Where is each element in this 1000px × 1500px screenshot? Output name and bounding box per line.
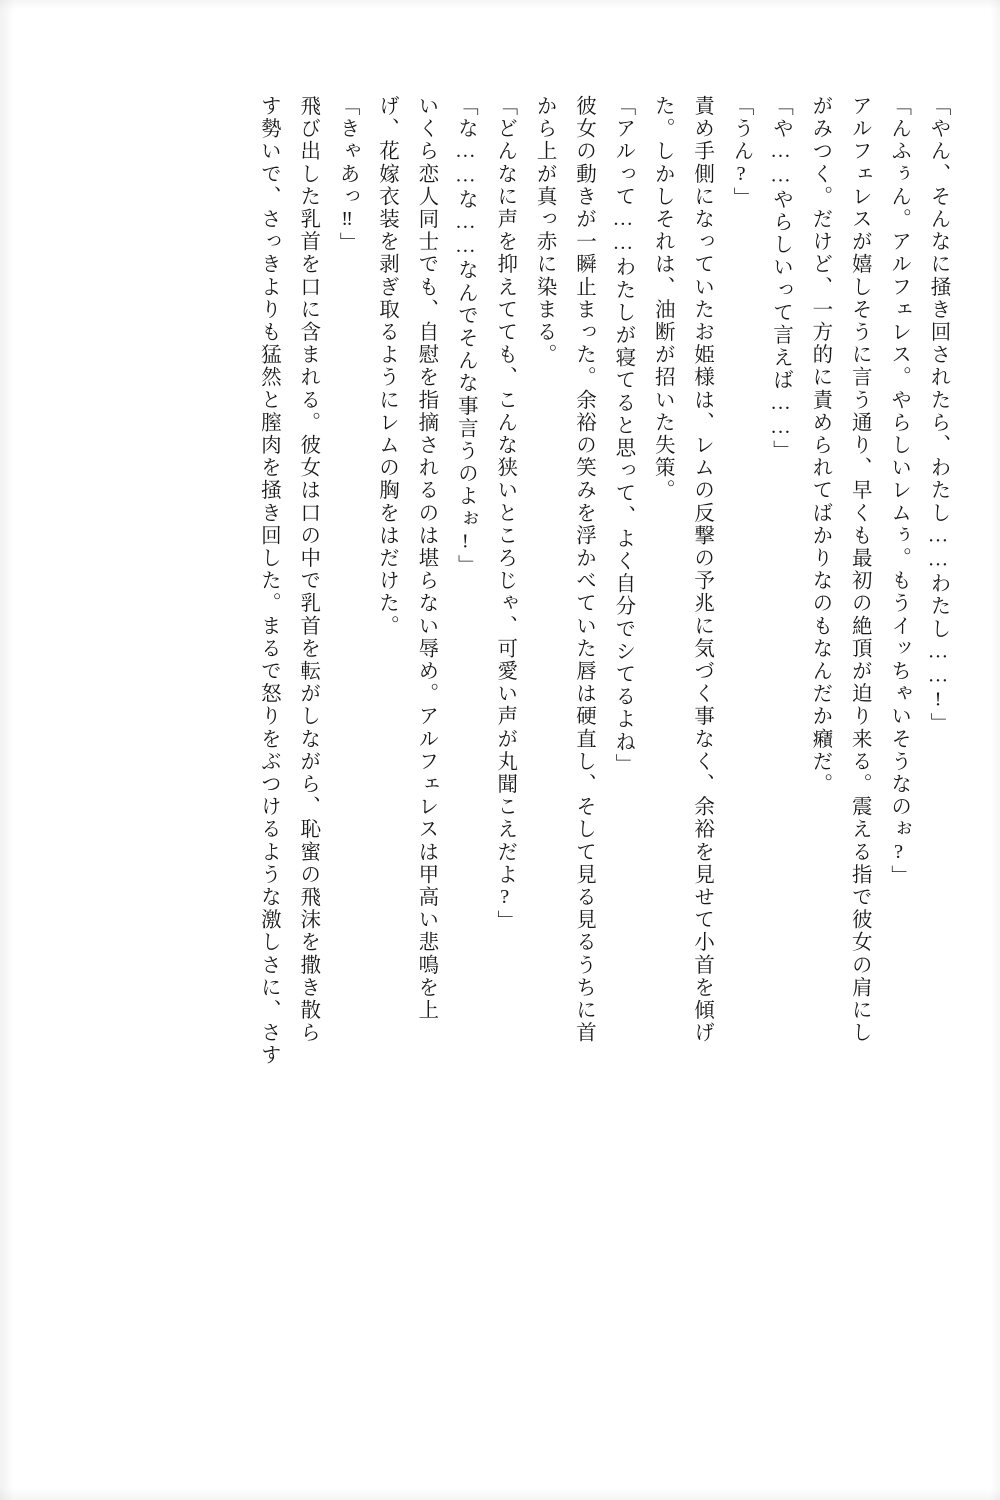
text-line: 「きゃあっ‼」 [336,95,359,255]
text-line: 彼女の動きが一瞬止まった。余裕の笑みを浮かべていた唇は硬直し、そして見る見るうちに首 [572,95,595,1045]
text-line: 「やん、そんなに掻き回されたら、わたし……わたし……!」 [927,95,949,736]
text-line: アルフェレスが嬉しそうに言う通り、早くも最初の絶頂が迫り来る。震える指で彼女の肩にし [848,95,871,1045]
text-line: 「や……やらしいって言えば……」 [769,95,792,463]
text-line: 飛び出した乳首を口に含まれる。彼女は口の中で乳首を転がしながら、恥蜜の飛沫を撒き散ら [296,95,319,1045]
text-line: す勢いで、さっきよりも猛然と膣肉を掻き回した。まるで怒りをぶつけるような激しさに、さす [257,95,280,1067]
text-line: いくら恋人同士でも、自慰を指摘されるのは堪らない辱め。アルフェレスは甲高い悲鳴を上 [414,95,437,1022]
page-edge-left-shadow [0,0,14,1500]
page-edge-top-shadow [0,0,1000,10]
text-line: 責め手側になっていたお姫様は、レムの反撃の予兆に気づく事なく、余裕を見せて小首を傾げ [690,95,713,1045]
text-line: から上が真っ赤に染まる。 [533,95,556,367]
text-line: 「な……な……なんでそんな事言うのよぉ!」 [454,95,477,578]
text-line: げ、花嫁衣装を剥ぎ取るようにレムの胸をはだけた。 [375,95,398,638]
text-line: 「んふぅん。アルフェレス。やらしいレムぅ。もうイッちゃいそうなのぉ?」 [887,95,910,888]
text-line: 「どんなに声を抑えてても、こんな狭いところじゃ、可愛い声が丸聞こえだよ?」 [493,95,516,933]
vertical-text-block [52,95,948,1410]
text-line: 「アルって……わたしが寝てると思って、よく自分でシてるよね」 [611,95,634,776]
page-edge-bottom-shadow [0,1488,1000,1500]
text-line: 「うん?」 [730,95,753,210]
page-edge-right-shadow [990,0,1000,1500]
text-line: た。しかしそれは、油断が招いた失策。 [651,95,674,502]
text-line: がみつく。だけど、一方的に責められてばかりなのもなんだか癪だ。 [808,95,831,796]
